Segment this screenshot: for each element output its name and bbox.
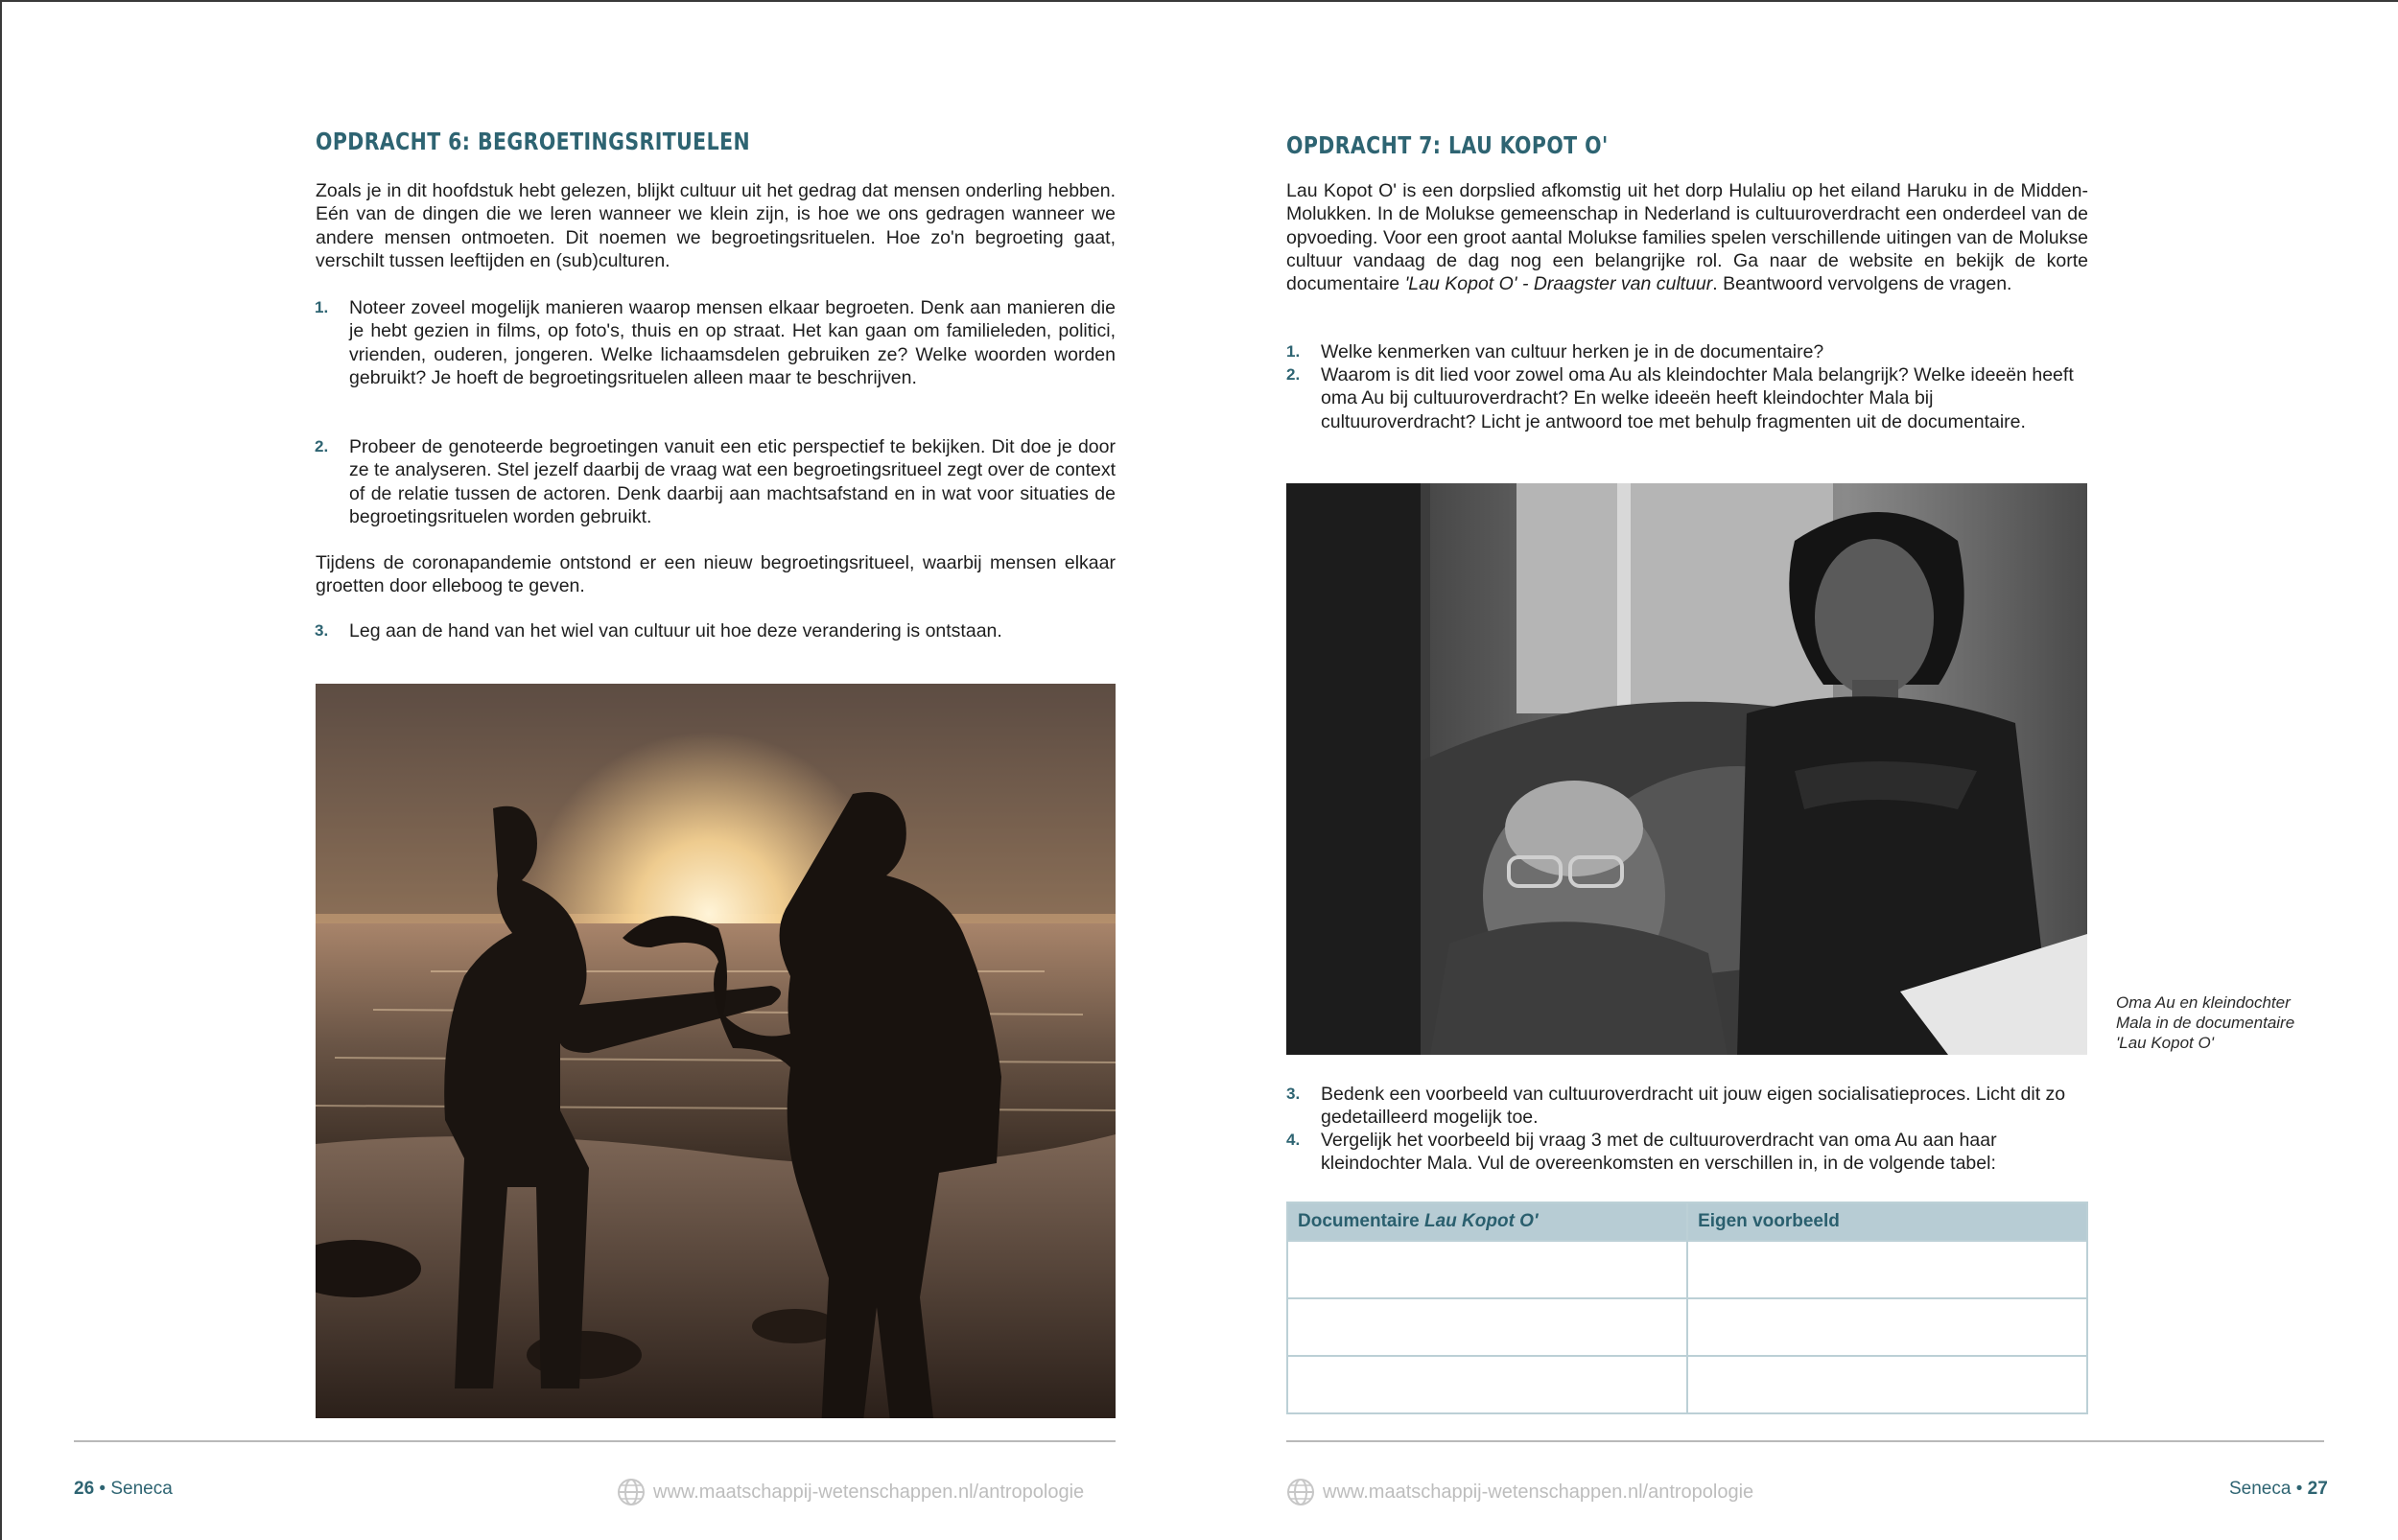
corona-paragraph: Tijdens de coronapandemie ontstond er een nieuw begroetingsritueel, waarbij mensen elkaar groetten door elleboog te geven.: [316, 552, 1116, 597]
question-text: Welke kenmerken van cultuur herken je in de documentaire?: [1321, 341, 1824, 362]
footer-brand: Seneca: [2229, 1479, 2292, 1499]
page-number: 27: [2307, 1479, 2328, 1499]
exercise-6-question-2: [315, 435, 1116, 528]
footer-page-info: [74, 1479, 173, 1500]
question-number: 1.: [315, 298, 329, 316]
exercise-6-title: OPDRACHT 6: BEGROETINGSRITUELEN: [316, 128, 751, 155]
question-text: Probeer de genoteerde begroetingen vanuit een etic perspectief te bekijken. Dit doe je door ze te analyseren. Stel jezelf daarbij de vraag wat een begroetingsritueel zegt over de context of de relatie tussen de actoren. Denk daarbij aan machtsafstand en in wat voor situaties de begroetingsrituelen worden gebruikt.: [349, 436, 1116, 527]
footer-brand: Seneca: [110, 1479, 173, 1499]
documentary-still-photo: [1286, 483, 2087, 1055]
exercise-6-question-1: [315, 296, 1116, 389]
question-text: Bedenk een voorbeeld van cultuuroverdracht uit jouw eigen socialisatieproces. Licht dit zo gedetailleerd mogelijk toe.: [1321, 1084, 2066, 1129]
footer-divider: [1286, 1440, 2324, 1442]
footer-url-text: www.maatschappij-wetenschappen.nl/antropologie: [653, 1481, 1085, 1503]
question-text: Vergelijk het voorbeeld bij vraag 3 met de cultuuroverdracht van oma Au aan haar kleindochter Mala. Vul de overeenkomsten en verschillen in, in de volgende tabel:: [1321, 1130, 1997, 1175]
table-cell[interactable]: [1687, 1241, 2087, 1298]
table-row: [1287, 1298, 2087, 1356]
footer-url-text: www.maatschappij-wetenschappen.nl/antropologie: [1323, 1481, 1754, 1503]
exercise-7-question-3: [1286, 1083, 2088, 1130]
page-number: 26: [74, 1479, 95, 1499]
question-number: 4.: [1286, 1131, 1301, 1149]
sunset-greeting-photo: [316, 684, 1116, 1418]
footer-website[interactable]: [617, 1478, 1084, 1506]
table-cell[interactable]: [1287, 1356, 1687, 1413]
question-text: Noteer zoveel mogelijk manieren waarop mensen elkaar begroeten. Denk aan manieren die je hebt gezien in films, op foto's, thuis en op straat. Het kan gaan om familieleden, politici, vrienden, ouderen, jongeren. Welke lichaamsdelen gebruiken ze? Welke woorden worden gebruikt? Je hoeft de begroetingsrituelen alleen maar te beschrijven.: [349, 297, 1116, 388]
table-cell[interactable]: [1287, 1241, 1687, 1298]
question-number: 3.: [1286, 1085, 1301, 1103]
photo-caption: [2116, 992, 2294, 1053]
comparison-table: [1286, 1202, 2088, 1414]
exercise-7-question-1: [1286, 340, 2088, 363]
table-row: [1287, 1241, 2087, 1298]
documentary-title: 'Lau Kopot O' - Draagster van cultuur: [1404, 273, 1713, 295]
globe-icon: [617, 1478, 646, 1506]
table-cell[interactable]: [1687, 1298, 2087, 1356]
exercise-7-question-2: [1286, 363, 2088, 433]
footer-page-info: [2229, 1479, 2328, 1500]
footer-website[interactable]: [1286, 1478, 1753, 1506]
table-header-documentary: [1287, 1202, 1687, 1241]
question-number: 3.: [315, 621, 329, 640]
documentary-still-illustration: [1286, 483, 2087, 1055]
question-text: Waarom is dit lied voor zowel oma Au als kleindochter Mala belangrijk? Welke ideeën heeft oma Au bij cultuuroverdracht? En welke ideeën heeft kleindochter Mala bij cultuuroverdracht? Licht je antwoord toe met behulp fragmenten uit de documentaire.: [1321, 364, 2074, 432]
footer-bullet: •: [2295, 1479, 2303, 1499]
intro-end: . Beantwoord vervolgens de vragen.: [1712, 273, 2012, 295]
caption-line-1: Oma Au en kleindochter: [2116, 993, 2291, 1012]
table-header-own-example: Eigen voorbeeld: [1687, 1202, 2087, 1241]
right-page: [1199, 0, 2398, 1540]
question-number: 1.: [1286, 342, 1301, 361]
header-plain: Documentaire: [1298, 1211, 1424, 1231]
sunset-greeting-illustration: [316, 684, 1116, 1418]
table-row: [1287, 1356, 2087, 1413]
caption-line-3: 'Lau Kopot O': [2116, 1034, 2214, 1052]
intro-text: Lau Kopot O' is een dorpslied afkomstig uit het dorp Hulaliu op het eiland Haruku in de Midden-Molukken. In de Molukse gemeenschap in Nederland is cultuuroverdracht een onderdeel van de opvoeding. Voor een groot aantal Molukse families spelen verschillende uitingen van de Molukse cultuur vandaag de dag nog een belangrijke rol. Ga naar de website en bekijk de korte documentaire: [1286, 180, 2088, 295]
exercise-6-question-3: [315, 619, 1116, 642]
question-number: 2.: [315, 437, 329, 455]
exercise-7-title: OPDRACHT 7: LAU KOPOT O': [1286, 131, 1609, 159]
table-cell[interactable]: [1687, 1356, 2087, 1413]
footer-bullet: •: [99, 1479, 106, 1499]
question-number: 2.: [1286, 365, 1301, 384]
exercise-7-question-4: [1286, 1129, 2088, 1176]
header-italic: Lau Kopot O': [1423, 1211, 1539, 1231]
exercise-7-intro: [1286, 179, 2088, 295]
caption-line-2: Mala in de documentaire: [2116, 1014, 2295, 1032]
question-text: Leg aan de hand van het wiel van cultuur uit hoe deze verandering is ontstaan.: [349, 620, 1002, 642]
exercise-6-intro: Zoals je in dit hoofdstuk hebt gelezen, blijkt cultuur uit het gedrag dat mensen onderling hebben. Eén van de dingen die we leren wanneer we klein zijn, is hoe we ons gedragen wanneer we andere mensen ontmoeten. Dit noemen we begroetingsrituelen. Hoe zo'n begroeting gaat, verschilt tussen leeftijden en (sub)culturen.: [316, 180, 1116, 271]
table-cell[interactable]: [1287, 1298, 1687, 1356]
globe-icon: [1286, 1478, 1315, 1506]
footer-divider: [74, 1440, 1116, 1442]
